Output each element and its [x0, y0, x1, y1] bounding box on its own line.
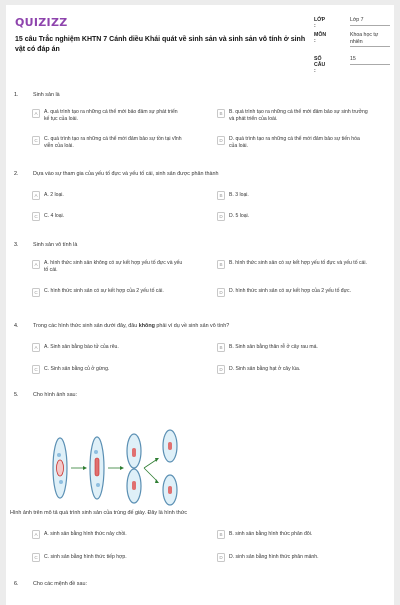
option-d[interactable] [217, 553, 369, 562]
worksheet-page [6, 5, 394, 605]
paramecium-cell [53, 438, 67, 498]
option-c[interactable] [32, 136, 184, 149]
option-b[interactable] [217, 530, 369, 539]
option-text: D. hình thức sinh sản có sự kết hợp của 2 yếu tố đực. [229, 288, 352, 294]
question-text: Sinh sản là [33, 92, 60, 98]
option-text: A. 2 loại. [44, 192, 64, 198]
question-text [33, 323, 373, 329]
question-text-part: phải ví dụ về sinh sản vô tính? [154, 323, 230, 329]
option-a[interactable] [32, 109, 184, 122]
question-text: Cho hình ảnh sau: [33, 392, 78, 398]
option-text: A. Sinh sản bằng bào tử của rêu. [44, 344, 119, 350]
option-d[interactable] [217, 365, 369, 374]
option-letter-box: D [217, 553, 225, 562]
option-text: D. Sinh sản bằng hạt ở cây lúa. [229, 366, 301, 372]
option-d[interactable] [217, 288, 369, 297]
option-letter-box: C [32, 365, 40, 374]
option-letter-box: A [32, 109, 40, 118]
question-text: Sinh sản vô tính là [33, 242, 78, 248]
option-d[interactable] [217, 212, 369, 221]
option-letter-box: C [32, 288, 40, 297]
option-a[interactable] [32, 191, 184, 200]
question-number: 6. [14, 581, 19, 587]
option-text: A. sinh sản bằng hình thức nảy chồi. [44, 531, 127, 537]
option-text: B. hình thức sinh sản có sự kết hợp yếu tố đực và yếu tố cái. [229, 260, 367, 266]
count-label: SỐ CÂU : [314, 56, 326, 74]
arrow-head [83, 466, 87, 470]
option-a[interactable] [32, 530, 184, 539]
paramecium-division-figure [46, 428, 196, 506]
option-b[interactable] [217, 109, 369, 122]
question-text: Hình ảnh trên mô tả quá trình sinh sản của trùng đế giày. Đây là hình thức [10, 510, 188, 516]
page-title: 15 câu Trắc nghiệm KHTN 7 Cánh diều Khái quát về sinh sản và sinh sản vô tính ở sinh vật có đáp án [15, 36, 306, 53]
option-c[interactable] [32, 212, 184, 221]
question-number: 3. [14, 242, 19, 248]
option-text: D. 5 loại. [229, 213, 250, 219]
option-text: C. quá trình tạo ra những cá thể mới đảm bảo sự tồn tại vĩnh viễn của loài. [44, 136, 182, 149]
option-c[interactable] [32, 553, 184, 562]
option-b[interactable] [217, 191, 369, 200]
option-letter-box: D [217, 288, 225, 297]
option-letter-box: B [217, 191, 225, 200]
option-letter-box: D [217, 136, 225, 145]
option-text: A. hình thức sinh sản không có sự kết hợp yếu tố đực và yếu tố cái. [44, 260, 183, 273]
paramecium-cell [90, 437, 104, 499]
option-letter-box: C [32, 136, 40, 145]
option-letter-box: A [32, 530, 40, 539]
option-text: C. Sinh sản bằng củ ở gừng. [44, 366, 110, 372]
option-letter-box: C [32, 553, 40, 562]
option-text: C. hình thức sinh sản có sự kết hợp của 2 yếu tố cái. [44, 288, 164, 294]
question-number: 5. [14, 392, 19, 398]
question-number: 2. [14, 171, 19, 177]
arrow-head [155, 458, 159, 462]
question-text-emphasis: không [138, 323, 155, 329]
option-b[interactable] [217, 260, 369, 269]
option-text: B. quá trình tạo ra những cá thể mới đảm bảo sự sinh trưởng và phát triển của loài. [229, 109, 368, 122]
paramecium-cell [163, 430, 177, 462]
arrow-line [144, 468, 156, 480]
paramecium-cell [127, 434, 141, 503]
arrow-head [120, 466, 124, 470]
option-letter-box: A [32, 343, 40, 352]
question-text: Dựa vào sự tham gia của yếu tố đực và yếu tố cái, sinh sản được phân thành [33, 171, 219, 177]
question-text: Cho các mệnh đề sau: [33, 581, 87, 587]
option-d[interactable] [217, 136, 369, 149]
option-a[interactable] [32, 343, 184, 352]
option-c[interactable] [32, 288, 184, 297]
subject-value: Khoa học tự nhiên [350, 32, 390, 47]
option-letter-box: B [217, 109, 225, 118]
option-letter-box: B [217, 530, 225, 539]
class-value: Lớp 7 [350, 17, 390, 26]
option-letter-box: B [217, 260, 225, 269]
question-number: 4. [14, 323, 19, 329]
option-a[interactable] [32, 260, 184, 273]
question-number: 1. [14, 92, 19, 98]
count-value: 15 [350, 56, 390, 65]
option-letter-box: A [32, 260, 40, 269]
option-text: B. 3 loại. [229, 192, 249, 198]
option-text: B. sinh sản bằng hình thức phân đôi. [229, 531, 313, 537]
subject-label: MÔN : [314, 32, 327, 44]
option-letter-box: A [32, 191, 40, 200]
option-text: D. sinh sản bằng hình thức phân mảnh. [229, 554, 319, 560]
option-b[interactable] [217, 343, 369, 352]
question-text-part: Trong các hình thức sinh sản dưới đây, đâu [33, 323, 139, 329]
option-letter-box: D [217, 212, 225, 221]
option-text: C. sinh sản bằng hình thức tiếp hợp. [44, 554, 127, 560]
paramecium-cell [163, 475, 177, 505]
option-letter-box: C [32, 212, 40, 221]
quizizz-logo: QUIZIZZ [15, 16, 68, 29]
option-text: C. 4 loại. [44, 213, 65, 219]
option-text: A. quá trình tạo ra những cá thể mới bảo đảm sự phát triển kế tục của loài. [44, 109, 178, 122]
option-letter-box: D [217, 365, 225, 374]
option-letter-box: B [217, 343, 225, 352]
option-text: D. quá trình tạo ra những cá thể mới đảm bảo sự tiến hóa của loài. [229, 136, 360, 149]
option-text: B. Sinh sản bằng thân rễ ở cây rau má. [229, 344, 318, 350]
class-label: LỚP : [314, 17, 325, 29]
arrow-line [144, 460, 156, 468]
option-c[interactable] [32, 365, 184, 374]
